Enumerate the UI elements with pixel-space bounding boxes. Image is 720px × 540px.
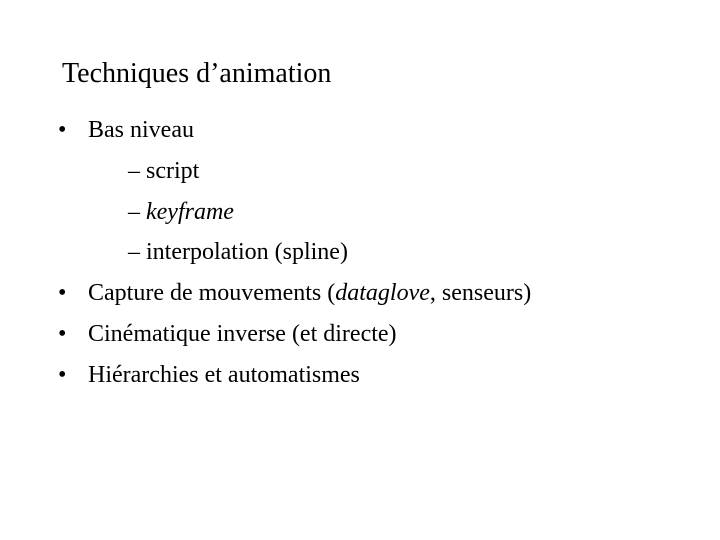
sub-item-interpolation [58,232,698,273]
bullet-item-capture [58,273,698,314]
bullet-icon: • [58,361,67,388]
bullet-icon: • [58,117,67,143]
sub-item-keyframe [58,192,698,233]
text-part: , senseurs) [429,280,532,307]
bullet-text: Bas niveau [88,117,194,143]
sub-item-text [128,192,234,233]
text-part: Capture de mouvements ( [88,280,336,307]
dash-prefix: – [128,198,146,225]
bullet-item-hierarchies [58,355,698,396]
sub-item-text: – script [128,157,200,184]
bullet-text: Cinématique inverse (et directe) [88,320,397,347]
bullet-item-cinematique [58,314,698,355]
bullet-text [88,273,531,314]
italic-term: dataglove [335,280,430,307]
sub-item-script [58,151,698,192]
bullet-text: Hiérarchies et automatismes [88,361,360,388]
italic-term: keyframe [146,198,234,225]
bullet-list [58,110,698,396]
bullet-icon: • [58,280,67,307]
slide-title: Techniques d’animation [62,58,332,89]
bullet-item-bas-niveau [58,110,698,151]
bullet-icon: • [58,320,67,347]
sub-item-text: – interpolation (spline) [128,239,348,266]
